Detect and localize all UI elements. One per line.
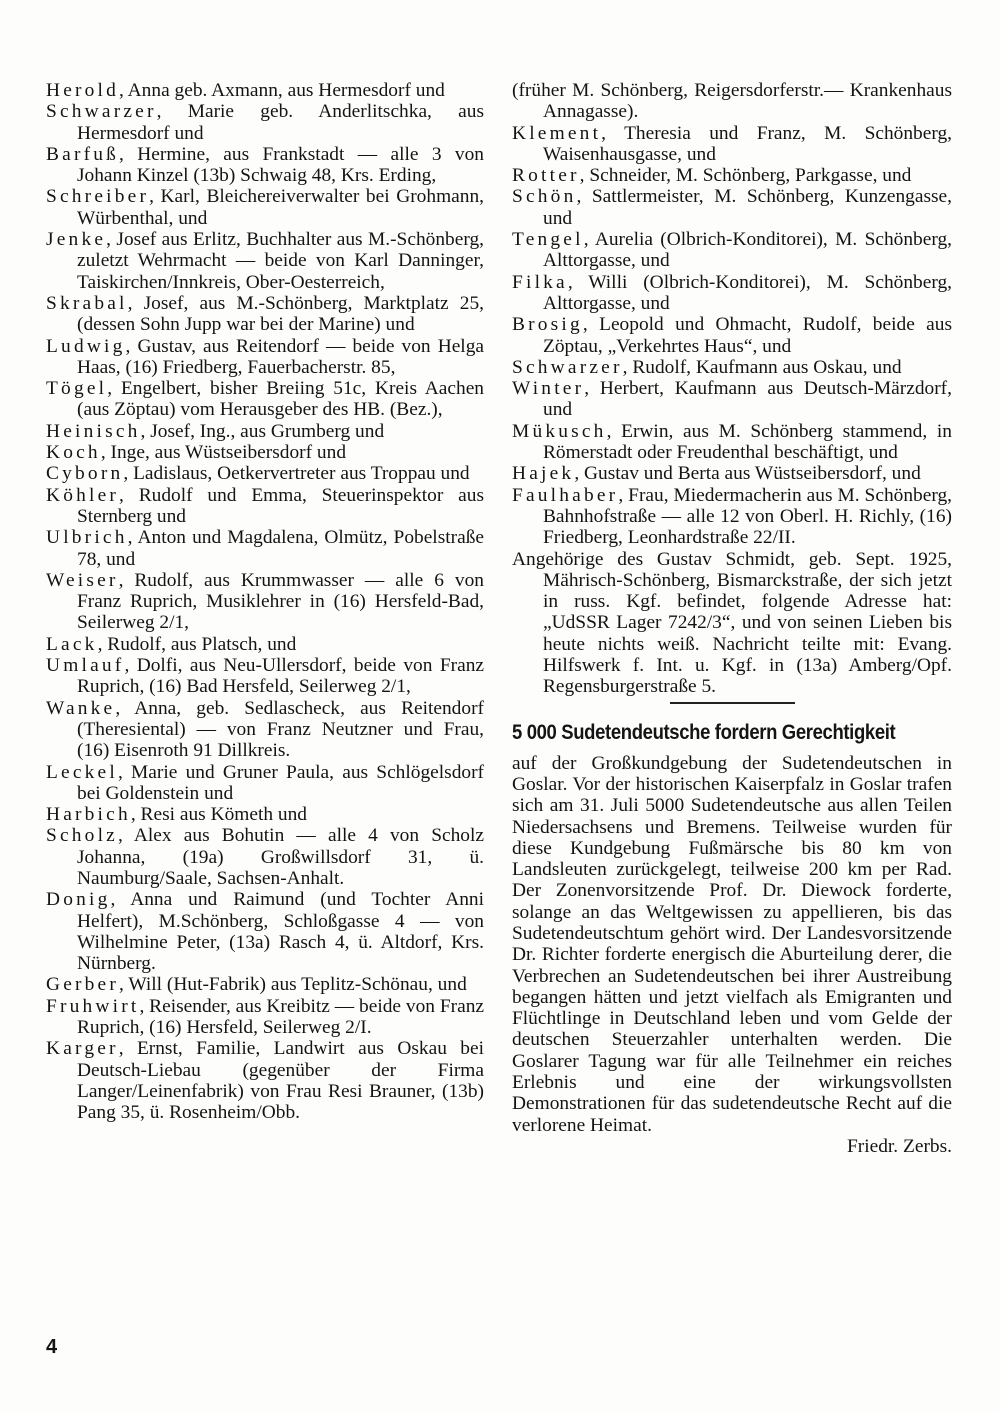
list-item bbox=[46, 655, 484, 698]
list-item bbox=[512, 123, 952, 166]
entry-name: Schwarzer bbox=[46, 101, 157, 123]
entry-text: , Engelbert, bisher Breiing 51c, Kreis Aachen (aus Zöptau) vom Herausgeber des HB. (Bez.), bbox=[77, 378, 484, 421]
list-item bbox=[512, 378, 952, 421]
entry-text: , Inge, aus Wüstseibersdorf und bbox=[100, 442, 347, 464]
entry-text: , Ernst, Familie, Landwirt aus Oskau bei Deutsch-Liebau (gegenüber der Firma Langer/Leinenfabrik) von Frau Resi Brauner, (13b) Pang 35, ü. Rosenheim/Obb. bbox=[77, 1038, 484, 1124]
entry-name: Weiser bbox=[46, 569, 119, 591]
entry-name: Fruhwirt bbox=[46, 995, 140, 1017]
entry-text: , Gustav und Berta aus Wüstseibersdorf, und bbox=[574, 463, 921, 485]
entry-name: Schreiber bbox=[46, 186, 150, 208]
entry-text: , Marie und Gruner Paula, aus Schlögelsdorf bei Goldenstein und bbox=[77, 761, 484, 804]
entry-text: , Schneider, M. Schönberg, Parkgasse, und bbox=[579, 165, 912, 187]
entry-name: Brosig bbox=[512, 314, 583, 336]
entry-text: , Josef aus Erlitz, Buchhalter aus M.-Schönberg, zuletzt Wehrmacht — beide von Karl Danninger, Taiskirchen/Innkreis, Ober-Oesterreich, bbox=[77, 229, 484, 293]
entry-name: Köhler bbox=[46, 484, 120, 506]
list-item bbox=[46, 442, 484, 463]
list-item bbox=[512, 421, 952, 464]
entry-text: , Anton und Magdalena, Olmütz, Pobelstraße 78, und bbox=[77, 527, 484, 570]
article-signature: Friedr. Zerbs. bbox=[846, 1135, 952, 1157]
list-item bbox=[46, 804, 484, 825]
list-item bbox=[512, 80, 952, 123]
article-heading: 5 000 Sudetendeutsche fordern Gerechtigkeit bbox=[512, 720, 896, 744]
entry-name: Tengel bbox=[512, 229, 584, 251]
entry-text: Angehörige des Gustav Schmidt, geb. Sept. 1925, Mährisch-Schönberg, Bismarckstraße, der sich jetzt in russ. Kgf. befindet, folgende Adresse hat: „UdSSR Lager 7242/3“, und von seinen Lieben bis heute nichts weiß. Nachricht teilte mit: Evang. Hilfswerk f. Int. u. Kgf. in (13a) Amberg/Opf. Regensburgerstraße 5. bbox=[512, 548, 952, 698]
entry-name: Ulbrich bbox=[46, 527, 128, 549]
list-item bbox=[46, 889, 484, 974]
entry-name: Klement bbox=[512, 122, 602, 144]
list-item bbox=[512, 357, 952, 378]
entry-name: Cyborn bbox=[46, 463, 124, 485]
entry-name: Karger bbox=[46, 1038, 119, 1060]
entry-text: , Anna, geb. Sedlascheck, aus Reitendorf (Theresiental) — von Franz Neutzner und Frau, (16) Eisenroth 91 Dillkreis. bbox=[77, 697, 484, 762]
entry-text: , Ladislaus, Oetkervertreter aus Troppau und bbox=[123, 463, 470, 485]
entry-text: , Josef, aus M.-Schönberg, Marktplatz 25, (dessen Sohn Jupp war bei der Marine) und bbox=[77, 292, 484, 336]
list-item bbox=[512, 314, 952, 357]
list-item bbox=[46, 336, 484, 379]
list-item bbox=[46, 421, 484, 442]
entry-text: , Karl, Bleichereiverwalter bei Grohmann, Würbenthal, und bbox=[77, 186, 484, 229]
entry-text: , Rudolf und Emma, Steuerinspektor aus Sternberg und bbox=[77, 484, 484, 527]
list-item bbox=[46, 101, 484, 144]
list-item bbox=[46, 762, 484, 805]
entry-text: , Leopold und Ohmacht, Rudolf, beide aus Zöptau, „Verkehrtes Haus“, und bbox=[543, 314, 952, 357]
entry-text: , Hermine, aus Frankstadt — alle 3 von Johann Kinzel (13b) Schwaig 48, Krs. Erding, bbox=[77, 143, 484, 187]
entry-name: Hajek bbox=[512, 463, 575, 485]
entry-name: Mükusch bbox=[512, 420, 607, 442]
entry-text: , Josef, Ing., aus Grumberg und bbox=[140, 420, 385, 442]
list-item bbox=[512, 186, 952, 229]
entry-text: , Herbert, Kaufmann aus Deutsch-Märzdorf, und bbox=[543, 378, 952, 421]
entry-name: Barfuß bbox=[46, 143, 120, 165]
entry-name: Schwarzer bbox=[512, 356, 623, 378]
entry-text: , Aurelia (Olbrich-Konditorei), M. Schönberg, Alttorgasse, und bbox=[543, 229, 952, 272]
entry-name: Tögel bbox=[46, 378, 108, 400]
entry-name: Wanke bbox=[46, 697, 116, 719]
entry-name: Heinisch bbox=[46, 420, 141, 442]
list-item bbox=[46, 996, 484, 1039]
list-item bbox=[46, 634, 484, 655]
list-item bbox=[46, 527, 484, 570]
list-item bbox=[512, 549, 952, 698]
entry-text: , Gustav, aus Reitendorf — beide von Helga Haas, (16) Friedberg, Fauerbacherstr. 85, bbox=[77, 335, 484, 378]
list-item bbox=[512, 229, 952, 272]
list-item bbox=[512, 165, 952, 186]
entry-name: Lack bbox=[46, 633, 98, 655]
list-item bbox=[46, 570, 484, 634]
list-item bbox=[46, 293, 484, 336]
list-item bbox=[46, 485, 484, 528]
entry-name: Schön bbox=[512, 186, 577, 208]
list-item bbox=[46, 825, 484, 889]
list-item bbox=[46, 186, 484, 229]
entry-name: Skrabal bbox=[46, 292, 128, 314]
entry-text: , Dolfi, aus Neu-Ullersdorf, beide von Franz Ruprich, (16) Bad Hersfeld, Seilerweg 2/1, bbox=[77, 655, 484, 698]
entry-name: Donig bbox=[46, 889, 111, 911]
entry-name: Harbich bbox=[46, 804, 131, 826]
entry-text: , Resi aus Kömeth und bbox=[130, 804, 307, 826]
list-item bbox=[46, 698, 484, 762]
section-divider bbox=[670, 702, 795, 704]
entry-text: , Anna geb. Axmann, aus Hermesdorf und bbox=[119, 80, 445, 101]
left-column bbox=[46, 80, 484, 1124]
entry-text: (früher M. Schönberg, Reigersdorferstr.— Krankenhaus Annagasse). bbox=[512, 80, 952, 123]
entry-name: Faulhaber bbox=[512, 484, 619, 506]
article-body bbox=[512, 753, 952, 1158]
list-item bbox=[512, 485, 952, 549]
entry-text: , Frau, Miedermacherin aus M. Schönberg, Bahnhofstraße — alle 12 von Oberl. H. Richly, (16) Friedberg, Leonhardstraße 22/II. bbox=[543, 484, 952, 549]
list-item bbox=[46, 229, 484, 293]
entry-text: , Sattlermeister, M. Schönberg, Kunzengasse, und bbox=[543, 186, 952, 229]
list-item bbox=[46, 378, 484, 421]
entry-name: Ludwig bbox=[46, 335, 126, 357]
article-body-text: auf der Großkundgebung der Sudetendeutschen in Goslar. Vor der historischen Kaiserpfalz in Goslar trafen sich am 31. Juli 5000 Sudetendeutsche aus allen Teilen Niedersachsens und Bremens. Teilweise wurden für diese Kundgebung Fußmärsche bis 80 km von Landsleuten zurückgelegt, teilweise 200 km per Rad. Der Zonenvorsitzende Prof. Dr. Diewock forderte, solange an das Weltgewissen zu appellieren, bis das Sudetendeutschtum gehört wird. Der Landesvorsitzende Dr. Richter forderte energisch die Aburteilung derer, die Verbrechen an Sudetendeutschen bei ihrer Austreibung begangen hätten und jetzt vielfach als Emigranten und Flüchtlinge in Deutschland leben und vom Gelde der deutschen Steuerzahler unterhalten werden. Die Goslarer Tagung war für alle Teilnehmer ein reiches Erlebnis und eine der wirkungsvollsten Demonstrationen für das sudetendeutsche Recht auf die verlorene Heimat. bbox=[512, 752, 952, 1136]
list-item bbox=[46, 974, 484, 995]
list-item bbox=[512, 463, 952, 484]
list-item bbox=[46, 80, 484, 101]
entry-text: , Reisender, aus Kreibitz — beide von Franz Ruprich, (16) Hersfeld, Seilerweg 2/I. bbox=[77, 995, 484, 1039]
entry-text: , Anna und Raimund (und Tochter Anni Helfert), M.Schönberg, Schloßgasse 4 — von Wilhelmine Peter, (13a) Rasch 4, ü. Altdorf, Krs. Nürnberg. bbox=[77, 889, 484, 975]
entry-name: Scholz bbox=[46, 825, 118, 847]
entry-text: , Willi (Olbrich-Konditorei), M. Schönberg, Alttorgasse, und bbox=[543, 271, 952, 314]
entry-name: Jenke bbox=[46, 229, 107, 251]
entry-text: , Rudolf, aus Krummwasser — alle 6 von Franz Ruprich, Musiklehrer in (16) Hersfeld-Bad, Seilerweg 2/1, bbox=[77, 569, 484, 634]
entry-text: , Alex aus Bohutin — alle 4 von Scholz Johanna, (19a) Großwillsdorf 31, ü. Naumburg/Saale, Sachsen-Anhalt. bbox=[77, 825, 484, 889]
entry-name: Filka bbox=[512, 271, 568, 293]
page-number: 4 bbox=[46, 1336, 58, 1358]
entry-name: Koch bbox=[46, 442, 101, 464]
list-item bbox=[46, 463, 484, 484]
entry-name: Leckel bbox=[46, 761, 118, 783]
list-item bbox=[46, 144, 484, 187]
entry-text: , Rudolf, Kaufmann aus Oskau, und bbox=[622, 356, 902, 378]
entry-text: , Erwin, aus M. Schönberg stammend, in Römerstadt oder Freudenthal beschäftigt, und bbox=[543, 420, 952, 464]
entry-text: , Theresia und Franz, M. Schönberg, Waisenhausgasse, und bbox=[543, 122, 952, 165]
entry-name: Rotter bbox=[512, 165, 580, 187]
list-item bbox=[512, 272, 952, 315]
entry-text: , Rudolf, aus Platsch, und bbox=[97, 633, 297, 655]
entry-name: Umlauf bbox=[46, 655, 125, 677]
entry-text: , Will (Hut-Fabrik) aus Teplitz-Schönau, und bbox=[119, 974, 467, 996]
entry-name: Winter bbox=[512, 378, 585, 400]
entry-name: Herold bbox=[46, 80, 120, 101]
list-item bbox=[46, 1038, 484, 1123]
right-column bbox=[512, 80, 952, 1157]
entry-text: , Marie geb. Anderlitschka, aus Hermesdorf und bbox=[77, 101, 484, 144]
entry-name: Gerber bbox=[46, 974, 120, 996]
